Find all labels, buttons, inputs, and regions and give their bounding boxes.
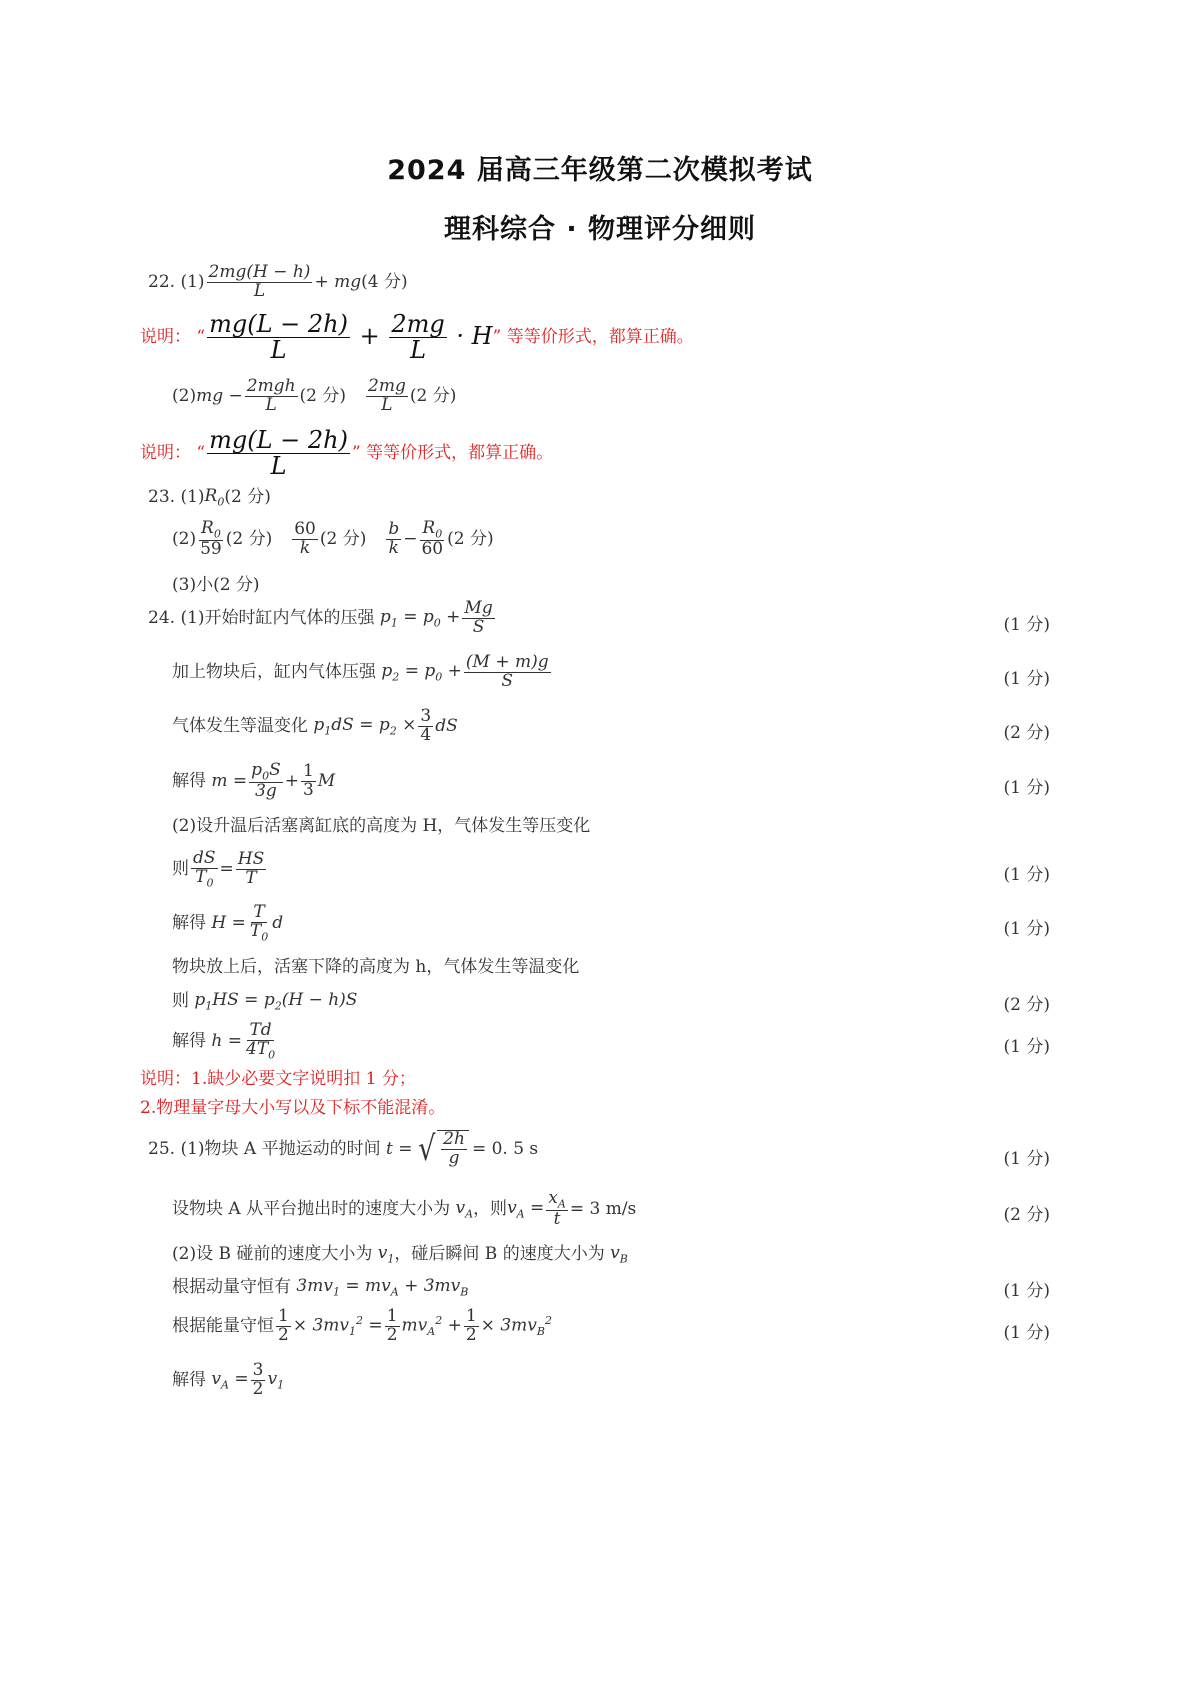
sqrt-formula: √ $\frac{2h}{g}$ [416, 1130, 469, 1168]
q25-line2: 设物块 A 从平台抛出时的速度大小为 $v_A$ ，则 $v_A$ = $\frac{x_A}{t}$ = 3 m/s [172, 1188, 637, 1229]
q24-line7-score: (1 分) [1003, 919, 1050, 939]
formula-large: $\frac{mg(L - 2h)}{L}$ [209, 426, 348, 481]
q24-line1-score: (1 分) [1003, 615, 1050, 635]
q24-note2: 2.物理量字母大小写以及下标不能混淆。 [140, 1098, 446, 1118]
q24-line2-score: (1 分) [1003, 669, 1050, 689]
q24-line6: 则 $\frac{dS}{T_0}$ = $\frac{HS}{T}$ [172, 848, 265, 890]
q24-line8: 物块放上后，活塞下降的高度为 h，气体发生等温变化 [172, 957, 580, 977]
q23-part2: (2) $\frac{R_0}{59}$ (2 分) $\frac{60}{k}$ (2 分) $\frac{b}{k}$ − $\frac{R_0}{60}$ (2 分) [172, 518, 494, 559]
q24-line3: 气体发生等温变化 $p_1dS = p_2$ × $\frac{3}{4}$ dS [172, 706, 458, 745]
q24-line7: 解得 H = $\frac{T}{T_0}$ d [172, 902, 284, 944]
q24-line10: 解得 h = $\frac{Td}{4T_0}$ [172, 1020, 276, 1062]
q24-line9-score: (2 分) [1003, 995, 1050, 1015]
page-subtitle: 理科综合 · 物理评分细则 [443, 214, 757, 245]
formula-fraction: $\frac{\text{2mgh}}{L}$ [246, 376, 296, 415]
q24-line4: 解得 m = $\frac{p_0S}{3g}$ + $\frac{1}{3}$ M [172, 760, 336, 801]
q25-line6: 解得 $v_A$ = $\frac{3}{2}$ $v_1$ [172, 1360, 285, 1399]
q25-line1-score: (1 分) [1003, 1149, 1050, 1169]
q25-line3: (2)设 B 碰前的速度大小为 $v_1$ ，碰后瞬间 B 的速度大小为 $v_B$ [172, 1243, 628, 1266]
q24-note1: 说明：1.缺少必要文字说明扣 1 分； [140, 1069, 416, 1089]
q22-note1: 说明： “ $\frac{mg(L - 2h)}{L}$ + $\frac{2mg}{L}$ · H ” 等等价形式，都算正确。 [140, 310, 694, 365]
q25-line2-score: (2 分) [1003, 1205, 1050, 1225]
q25-line5: 根据能量守恒 $\frac{1}{2}$ × $3mv_1^2$ = $\frac{1}{2}$ $mv_A^2$ + $\frac{1}{2}$ × $3mv_B^2$ [172, 1306, 552, 1345]
q24-line9: 则 $p_1HS = p_2(H - h)S$ [172, 990, 358, 1013]
q24-line2: 加上物块后，缸内气体压强 $p_2 = p_0$ + $\frac{(M + m)g}{S}$ [172, 652, 549, 691]
formula-fraction: $\frac{2mg(H - h)}{L}$ [208, 262, 311, 301]
q24-line3-score: (2 分) [1003, 723, 1050, 743]
q22-part1: 22. (1) $\frac{2mg(H - h)}{L}$ + mg (4 分) [148, 262, 408, 301]
q24-line4-score: (1 分) [1003, 778, 1050, 798]
q24-line1: 24. (1)开始时缸内气体的压强 $p_1 = p_0$ + $\frac{Mg}{S}$ [148, 598, 493, 637]
page-title: 2024 届高三年级第二次模拟考试 [387, 155, 813, 186]
q25-line5-score: (1 分) [1003, 1323, 1050, 1343]
q25-line4: 根据动量守恒有 $3mv_1 = mv_A + 3mv_B$ [172, 1276, 469, 1299]
q22-note2: 说明： “ $\frac{mg(L - 2h)}{L}$ ” 等等价形式，都算正确。 [140, 426, 554, 481]
q25-line4-score: (1 分) [1003, 1281, 1050, 1301]
q23-part3: (3)小(2 分) [172, 575, 260, 595]
q24-line10-score: (1 分) [1003, 1037, 1050, 1057]
q23-part1: 23. (1) $R_0$ (2 分) [148, 486, 271, 509]
q22-part2: (2) mg − $\frac{\text{2mgh}}{L}$ (2 分) $\frac{2mg}{L}$ (2 分) [172, 376, 457, 415]
formula-fraction: $\frac{2mg}{L}$ [368, 376, 406, 415]
q25-line1: 25. (1)物块 A 平抛运动的时间 t = √ $\frac{2h}{g}$ = 0. 5 s [148, 1128, 539, 1169]
formula-large: $\frac{mg(L - 2h)}{L}$ + $\frac{2mg}{L}$ · H [209, 310, 493, 365]
q24-line5: (2)设升温后活塞离缸底的高度为 H，气体发生等压变化 [172, 816, 591, 836]
q24-line6-score: (1 分) [1003, 865, 1050, 885]
